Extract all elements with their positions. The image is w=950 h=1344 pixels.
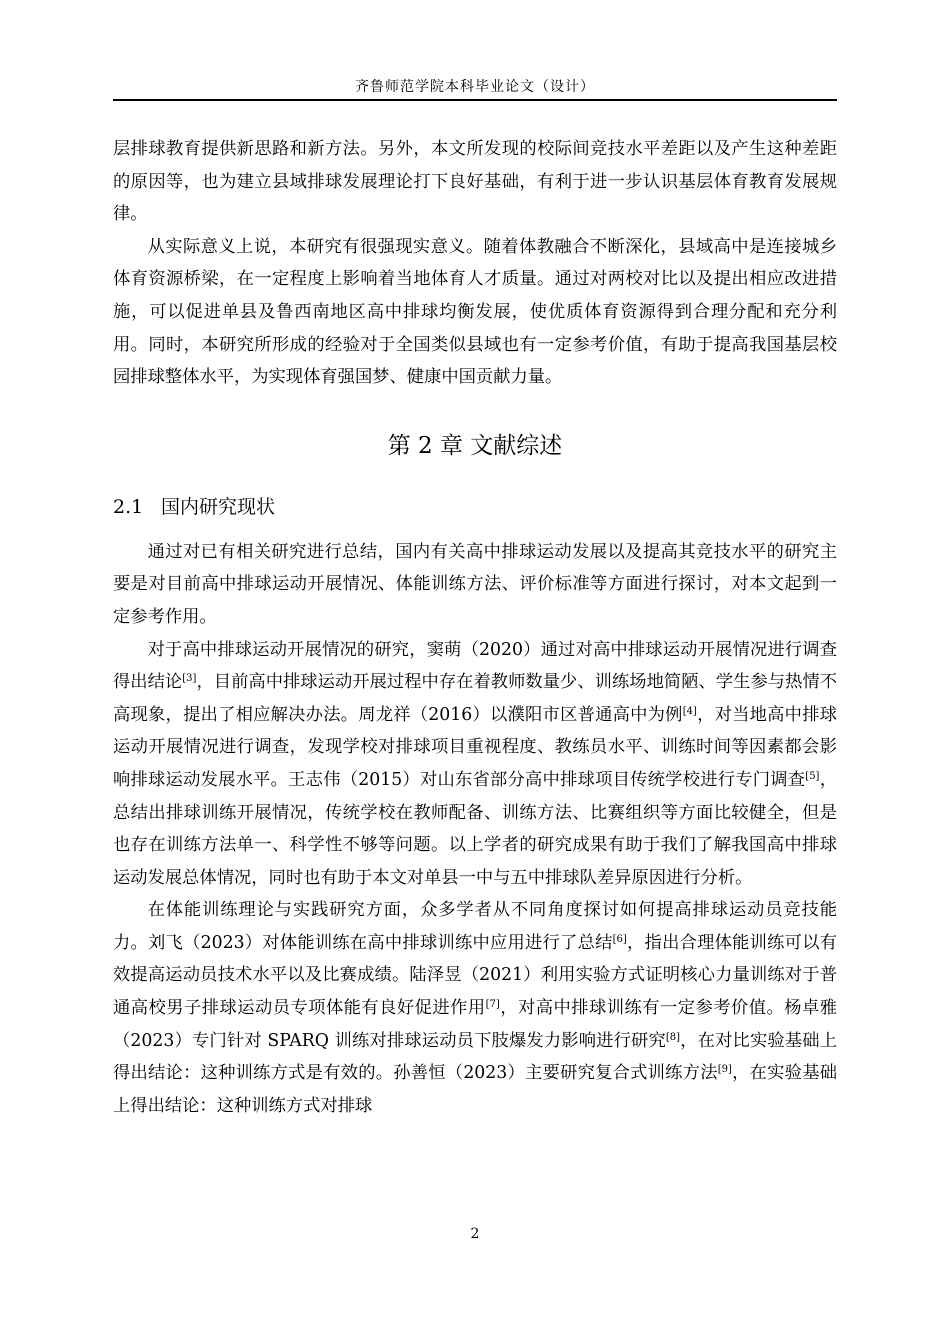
- section-title: 国内研究现状: [161, 495, 276, 518]
- intro-paragraph: 通过对已有相关研究进行总结，国内有关高中排球运动发展以及提高其竞技水平的研究主要是对目前高中排球运动开展情况、体能训练方法、评价标准等方面进行探讨，对本文起到一定参考作用。: [113, 541, 837, 627]
- training-paragraph: [113, 894, 837, 1122]
- text-run: ，对当地高中排球运动开展情况进行调查，发现学校对排球项目重视程度、教练员水平、训练时间等因素都会影响排球运动发展水平。王志伟（2015）对山东省部分高中排球项目传统学校进行专门调查: [113, 704, 837, 790]
- citation-ref: [6]: [612, 933, 627, 945]
- continued-paragraph: 层排球教育提供新思路和新方法。另外，本文所发现的校际间竞技水平差距以及产生这种差距的原因等，也为建立县域排球发展理论打下良好基础，有利于进一步认识基层体育教育发展规律。: [113, 139, 837, 225]
- text-run: 对于高中排球运动开展情况的研究，窦萌（2020）通过对高中排球运动开展情况进行调查得出结论: [113, 639, 837, 693]
- citation-ref: [7]: [485, 999, 500, 1011]
- chapter-title: 第 2 章 文献综述: [387, 432, 563, 459]
- development-paragraph: [113, 634, 837, 895]
- citation-ref: [9]: [717, 1064, 732, 1076]
- page-body: [113, 133, 837, 1122]
- citation-ref: [4]: [682, 705, 697, 717]
- text-run: ，指出合理体能训练可以有效提高运动员技术水平以及比赛成绩。陆泽昱（2021）利用实验方式证明核心力量训练对于普通高校男子排球运动员专项体能有良好促进作用: [113, 932, 837, 1019]
- practical-significance-paragraph: 从实际意义上说，本研究有很强现实意义。随着体教融合不断深化，县域高中是连接城乡体育资源桥梁，在一定程度上影响着当地体育人才质量。通过对两校对比以及提出相应改进措施，可以促进单县及鲁西南地区高中排球均衡发展，使优质体育资源得到合理分配和充分利用。同时，本研究所形成的经验对于全国类似县域也有一定参考价值，有助于提高我国基层校园排球整体水平，为实现体育强国梦、健康中国贡献力量。: [113, 236, 837, 388]
- citation-ref: [5]: [805, 770, 820, 782]
- header-rule: [113, 99, 837, 101]
- running-header: 齐鲁师范学院本科毕业论文（设计）: [355, 79, 595, 95]
- page-number: 2: [470, 1226, 480, 1242]
- text-run: ，在对比实验基础上得出结论：这种训练方式是有效的。孙善恒（2023）主要研究复合式训练方法: [113, 1030, 837, 1084]
- section-heading: [113, 484, 837, 530]
- citation-ref: [8]: [665, 1031, 681, 1043]
- text-run: ，在实验基础上得出结论：这种训练方式对排球: [113, 1063, 837, 1116]
- text-run: ，总结出排球训练开展情况，传统学校在教师配备、训练方法、比赛组织等方面比较健全，但是也存在训练方法单一、科学性不够等问题。以上学者的研究成果有助于我们了解我国高中排球运动发展总体情况，同时也有助于本文对单县一中与五中排球队差异原因进行分析。: [113, 769, 837, 888]
- text-run: 在体能训练理论与实践研究方面，众多学者从不同角度探讨如何提高排球运动员竞技能力。刘飞（2023）对体能训练在高中排球训练中应用进行了总结: [113, 900, 837, 953]
- section-number: 2.1: [113, 495, 144, 518]
- text-run: ，目前高中排球运动开展过程中存在着教师数量少、训练场地简陋、学生参与热情不高现象，提出了相应解决办法。周龙祥（2016）以濮阳市区普通高中为例: [113, 672, 837, 725]
- text-run: ，对高中排球训练有一定参考价值。杨卓雅（2023）专门针对 SPARQ 训练对排球运动员下肢爆发力影响进行研究: [113, 998, 837, 1051]
- citation-ref: [3]: [182, 673, 197, 685]
